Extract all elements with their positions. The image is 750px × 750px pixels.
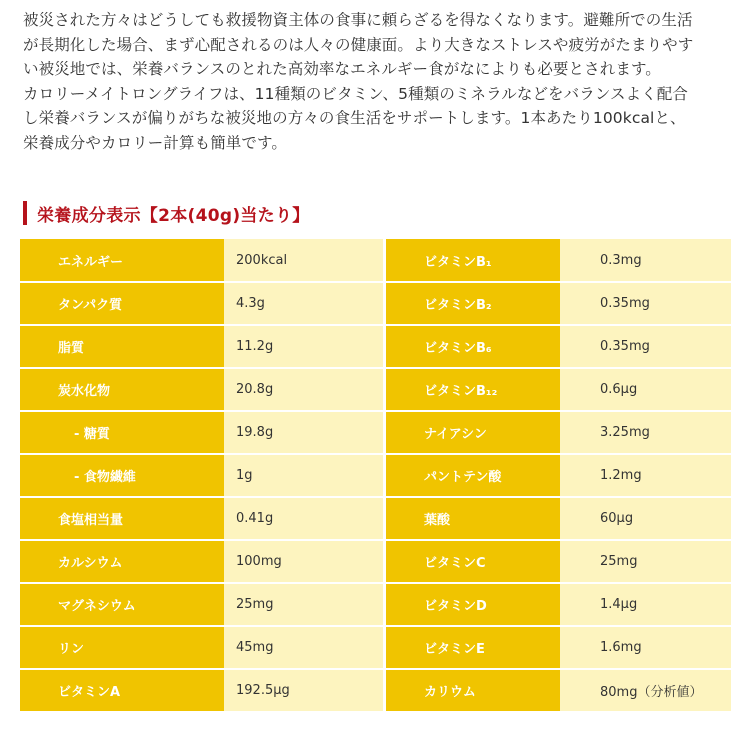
nutrient-value: 11.2g xyxy=(224,325,383,368)
intro-line: が長期化した場合、まず心配されるのは人々の健康面。より大きなストレスや疲労がたまりやす xyxy=(23,35,694,54)
nutrient-value: 45mg xyxy=(224,626,383,669)
nutrient-value: 192.5μg xyxy=(224,669,383,712)
table-row xyxy=(20,325,383,368)
table-row xyxy=(20,454,383,497)
nutrient-value: 1g xyxy=(224,454,383,497)
table-row xyxy=(386,282,731,325)
nutrient-value: 1.6mg xyxy=(560,626,731,669)
table-row xyxy=(386,540,731,583)
nutrient-name: マグネシウム xyxy=(20,583,224,626)
nutrient-name: ビタミンB₁ xyxy=(386,239,560,282)
nutrient-value: 60μg xyxy=(560,497,731,540)
table-row xyxy=(20,626,383,669)
nutrient-name: ビタミンB₆ xyxy=(386,325,560,368)
nutrient-name: 脂質 xyxy=(20,325,224,368)
section-heading xyxy=(23,200,310,226)
nutrient-name: カルシウム xyxy=(20,540,224,583)
nutrient-name: 葉酸 xyxy=(386,497,560,540)
intro-line: し栄養バランスが偏りがちな被災地の方々の食生活をサポートします。1本あたり100kcalと、 xyxy=(23,109,686,128)
nutrient-name: カリウム xyxy=(386,669,560,712)
nutrient-name: リン xyxy=(20,626,224,669)
intro-line: い被災地では、栄養バランスのとれた高効率なエネルギー食がなによりも必要とされます。 xyxy=(23,60,661,79)
nutrient-name: タンパク質 xyxy=(20,282,224,325)
nutrition-table-left xyxy=(20,239,383,713)
table-row xyxy=(20,669,383,712)
intro-line: 被災された方々はどうしても救援物資主体の食事に頼らざるを得なくなります。避難所での生活 xyxy=(23,11,693,29)
table-row xyxy=(386,411,731,454)
intro-line: カロリーメイトロングライフは、11種類のビタミン、5種類のミネラルなどをバランスよく配合 xyxy=(23,84,688,103)
heading-text: 栄養成分表示【2本(40g)当たり】 xyxy=(37,205,310,226)
nutrient-value: 25mg xyxy=(560,540,731,583)
nutrient-name: 炭水化物 xyxy=(20,368,224,411)
nutrient-value: 25mg xyxy=(224,583,383,626)
nutrient-name: ビタミンA xyxy=(20,669,224,712)
intro-text xyxy=(23,8,733,156)
nutrient-name: ビタミンD xyxy=(386,583,560,626)
table-row xyxy=(20,497,383,540)
nutrient-name: パントテン酸 xyxy=(386,454,560,497)
table-row xyxy=(386,583,731,626)
nutrient-value: 19.8g xyxy=(224,411,383,454)
table-row xyxy=(20,540,383,583)
nutrient-value: 0.6μg xyxy=(560,368,731,411)
nutrient-value: 20.8g xyxy=(224,368,383,411)
nutrient-name: - 食物繊維 xyxy=(20,454,224,497)
nutrient-value: 100mg xyxy=(224,540,383,583)
table-row xyxy=(20,583,383,626)
nutrient-name: ビタミンE xyxy=(386,626,560,669)
table-row xyxy=(386,454,731,497)
nutrient-value: 0.41g xyxy=(224,497,383,540)
table-row xyxy=(20,368,383,411)
nutrient-name: エネルギー xyxy=(20,239,224,282)
nutrient-value: 3.25mg xyxy=(560,411,731,454)
nutrient-name: 食塩相当量 xyxy=(20,497,224,540)
heading-accent-bar xyxy=(23,201,27,225)
nutrient-name: - 糖質 xyxy=(20,411,224,454)
nutrient-value: 0.35mg xyxy=(560,282,731,325)
nutrient-value: 0.35mg xyxy=(560,325,731,368)
nutrient-name: ビタミンC xyxy=(386,540,560,583)
nutrition-table-right xyxy=(386,239,731,713)
nutrient-value: 4.3g xyxy=(224,282,383,325)
table-row xyxy=(386,626,731,669)
nutrient-value: 0.3mg xyxy=(560,239,731,282)
nutrient-value: 1.4μg xyxy=(560,583,731,626)
table-row xyxy=(386,368,731,411)
nutrient-name: ナイアシン xyxy=(386,411,560,454)
nutrient-value: 1.2mg xyxy=(560,454,731,497)
table-row xyxy=(386,239,731,282)
table-row xyxy=(20,282,383,325)
nutrient-name: ビタミンB₁₂ xyxy=(386,368,560,411)
nutrient-value: 200kcal xyxy=(224,239,383,282)
table-row xyxy=(20,239,383,282)
table-row xyxy=(20,411,383,454)
table-row xyxy=(386,325,731,368)
table-row xyxy=(386,497,731,540)
nutrient-name: ビタミンB₂ xyxy=(386,282,560,325)
nutrient-value: 80mg（分析値） xyxy=(560,669,731,712)
intro-line: 栄養成分やカロリー計算も簡単です。 xyxy=(23,133,287,152)
table-row xyxy=(386,669,731,712)
